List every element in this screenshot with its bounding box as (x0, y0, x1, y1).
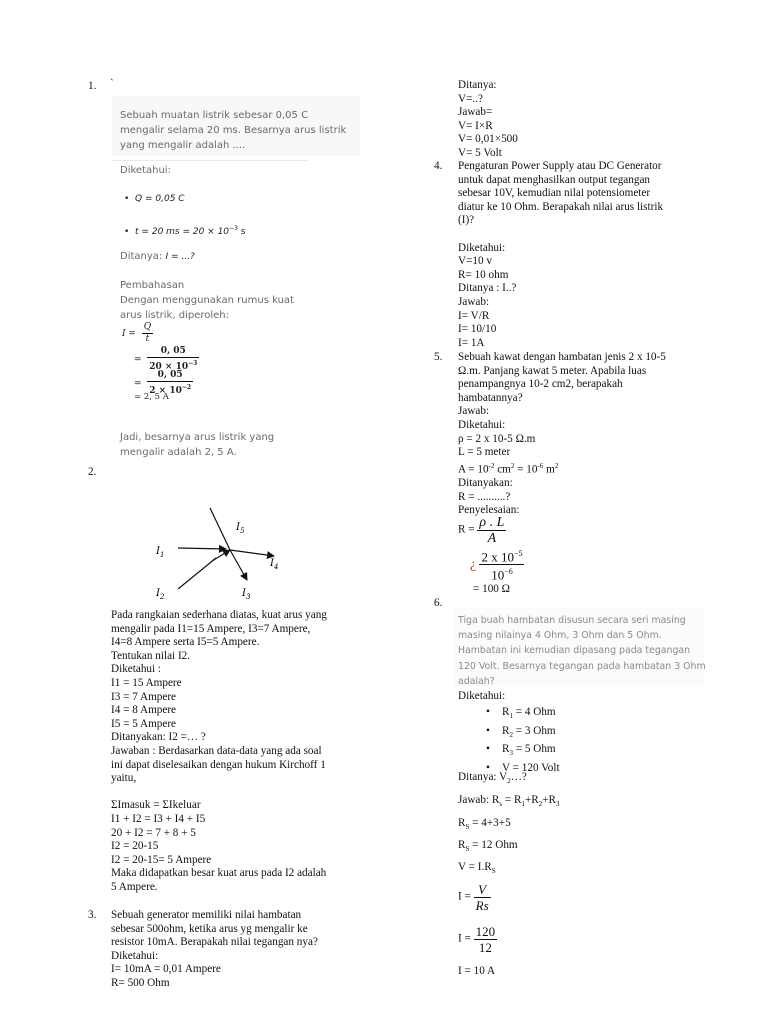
q2-line: Maka didapatkan besar kuat arus pada I2 adalah (111, 867, 327, 880)
q6-question-line: masing nilainya 4 Ohm, 3 Ohm dan 5 Ohm. (458, 630, 662, 642)
current-arrow-i2 (212, 550, 230, 561)
q6-bullet-text: = 3 Ohm (512, 724, 556, 737)
q2-line: I4=8 Ampere serta I5=5 Ampere. (111, 636, 260, 649)
label-i3-sub: 3 (245, 593, 251, 601)
label-i4-sub: 4 (273, 563, 279, 571)
q5-text (458, 351, 666, 518)
q1-formula: I = $\frac{Q}{t}$ = $\frac{0, 05}{20 \times 10^{-3}}$ = $\frac{0, 05}{2 \times 10^{-2}}$ = 2, 5 A (122, 322, 198, 402)
q2-number: 2. (88, 466, 97, 478)
q6-question (458, 613, 706, 689)
q5-area-exp: 2 (510, 461, 515, 470)
q6-v-formula (458, 861, 496, 879)
q4-line: I= V/R (458, 309, 490, 322)
q6-i-formula-1 (458, 882, 491, 913)
frac-den: A (487, 531, 497, 546)
q5-frac-rho-l-a (477, 515, 506, 546)
q5-formula-1 (458, 515, 506, 546)
label-i1 (155, 546, 164, 559)
q6-bullet-sub: 2 (509, 730, 513, 739)
q2-line: I1 = 15 Ampere (111, 676, 182, 689)
q3-cont-line: Ditanya: (458, 79, 497, 91)
frac-den-base: 20 × 10 (149, 362, 189, 372)
q6-v-sub: S (491, 867, 496, 876)
current-arrow-i3 (230, 550, 247, 580)
q3-line: resistor 10mA. Berapakah nilai tegangan nya? (111, 936, 318, 949)
q5-formula-glyph: ¿ (470, 556, 477, 572)
q4-line: V=10 v (458, 255, 492, 268)
q3-line: I= 10mA = 0,01 Ampere (111, 963, 221, 976)
q1-rumus (120, 293, 294, 323)
current-arrow-i4 (230, 550, 274, 556)
q6-jawab (458, 794, 560, 812)
bullet-icon: • (124, 194, 130, 204)
q2-line: Tentukan nilai I2. (111, 649, 191, 662)
q2-line: Ditanyakan: I2 =… ? (111, 731, 206, 744)
frac-num: V (474, 882, 491, 898)
q2-line: yaitu, (111, 772, 137, 785)
q6-number: 6. (434, 597, 443, 609)
bullet-icon: • (486, 724, 490, 737)
label-i2-base: I (156, 588, 160, 599)
q5-line: penampangnya 10-2 cm2, berapakah (458, 378, 623, 391)
q1-rumus-line: Dengan menggunakan rumus kuat (120, 295, 294, 306)
q6-question-line: 120 Volt. Besarnya tegangan pada hambatan 3 Ohm (458, 660, 706, 672)
current-arrow-i1 (178, 548, 226, 549)
q6-bullet-sub: 1 (509, 712, 513, 721)
q6-bullets (474, 705, 560, 776)
q6-i-formula-2 (458, 924, 497, 955)
q6-bullet-text: = 5 Ohm (512, 743, 556, 756)
bullet-icon: • (486, 743, 490, 756)
label-i4-base: I (270, 558, 274, 569)
q6-jawab-part: = R (502, 794, 522, 806)
q6-bullet-item (474, 724, 560, 743)
q5-penyelesaian: Penyelesaian: (458, 504, 520, 517)
q6-bullet-text: V = 120 Volt (502, 762, 560, 775)
q6-rs-sub: S (465, 823, 470, 832)
q5-area-part: cm (494, 463, 511, 476)
q1-divider (112, 160, 308, 161)
q2-line: 5 Ampere. (111, 880, 158, 893)
q6-bullet-sub: 3 (509, 749, 513, 758)
label-i3-base: I (242, 588, 246, 599)
bullet-icon: • (124, 227, 130, 237)
q6-rs-part: = 4+3+5 (469, 817, 511, 829)
q1-question-line: mengalir selama 20 ms. Besarnya arus listrik (120, 125, 347, 136)
q6-jawab-part: +R (542, 794, 556, 806)
q5-line: hambatannya? (458, 391, 523, 404)
q5-formula-lhs: R = (458, 523, 478, 536)
q2-line: I2 = 20-15 (111, 840, 159, 853)
frac-den (479, 565, 524, 582)
q2-line: ini dapat diselesaikan dengan hukum Kirchoff 1 (111, 758, 326, 771)
frac-num-base: 2 x 10 (481, 549, 514, 565)
q3-cont-line: Jawab= (458, 106, 493, 119)
q5-area-part: = 10 (514, 463, 538, 476)
q2-line: ΣImasuk = ΣIkeluar (111, 799, 201, 812)
frac-num: 0, 05 (147, 370, 193, 382)
frac-num (479, 547, 524, 565)
frac-den-exp: −3 (188, 360, 198, 367)
q6-question-line: Hambatan ini kemudian dipasang pada tegangan (458, 645, 691, 657)
q4-line-blank (458, 228, 663, 242)
q4-line: Jawab: (458, 295, 490, 308)
q6-jawab-sub: 3 (556, 800, 560, 809)
label-i4 (269, 558, 278, 571)
q4-line: untuk dapat menghasilkan output tegangan (458, 173, 651, 186)
kirchhoff-junction-diagram (150, 500, 290, 602)
q5-r-question: R = ..........? (458, 490, 511, 503)
q5-result: = 100 Ω (473, 583, 510, 595)
q5-line: Jawab: (458, 405, 490, 418)
q1-item-q (124, 192, 185, 207)
q6-ditanya (458, 771, 527, 789)
q1-rumus-line: arus listrik, diperoleh: (120, 310, 229, 321)
q5-area (458, 460, 666, 477)
frac-den-base: 2 × 10 (149, 386, 182, 396)
q2-line: I4 = 8 Ampere (111, 704, 177, 717)
q2-line: Jawaban : Berdasarkan data-data yang ada soal (111, 744, 322, 757)
label-i1-sub: 1 (159, 551, 165, 559)
q1-pembahasan: Pembahasan (120, 280, 185, 291)
q6-ditanya-sub: 2 (507, 777, 511, 786)
q3-text (111, 909, 318, 991)
frac-den-base: 10 (491, 567, 505, 583)
q4-line: I= 1A (458, 336, 485, 349)
frac-den-exp: −2 (181, 384, 192, 391)
q5-ditanyakan: Ditanyakan: (458, 477, 513, 490)
q1-question-line: yang mengalir adalah .... (120, 140, 246, 151)
q1-item-t-exp: −3 (229, 225, 238, 232)
q6-rs-part: = 12 Ohm (469, 839, 518, 851)
q1-frac-2 (147, 346, 199, 373)
q6-jawab-part: Jawab: R (458, 794, 500, 806)
frac-num: Q (143, 322, 152, 332)
q6-jawab-part: +R (524, 794, 539, 806)
q6-bullet-text: R (502, 743, 510, 756)
q5-line: L = 5 meter (458, 446, 511, 459)
label-i2-sub: 2 (159, 593, 165, 601)
q4-line: R= 10 ohm (458, 268, 509, 281)
q4-text (458, 160, 663, 350)
q1-conclusion-line: mengalir adalah 2, 5 A. (120, 447, 237, 458)
q1-question-line: Sebuah muatan listrik sebesar 0,05 C (120, 110, 309, 121)
q3-cont-line: V= I×R (458, 119, 493, 132)
label-i5-sub: 5 (239, 527, 245, 535)
current-line-i5 (210, 508, 230, 550)
q6-rs-part: R (458, 839, 466, 851)
bullet-icon: • (486, 762, 490, 775)
q1-item-t (124, 221, 245, 240)
q6-ditanya-part: Ditanya: V (458, 771, 508, 783)
q6-question-line: Tiga buah hambatan disusun secara seri masing (458, 615, 686, 626)
label-i3 (241, 588, 251, 601)
frac-den: 12 (478, 940, 492, 955)
q5-line: ρ = 2 x 10-5 Ω.m (458, 432, 536, 445)
q2-line: mengalir pada I1=15 Ampere, I3=7 Ampere, (111, 622, 311, 635)
q6-v-part: V = I.R (458, 861, 492, 873)
q5-line: Diketahui: (458, 418, 506, 431)
q2-line: I3 = 7 Ampere (111, 690, 177, 703)
q2-line-blank (111, 786, 327, 800)
label-i1-base: I (156, 546, 160, 557)
q1-formula-result: = 2, 5 A (134, 392, 169, 402)
q1-item-t-text: t = 20 ms = 20 × 10 (135, 227, 230, 237)
q6-diketahui: Diketahui: (458, 690, 506, 702)
q5-line: Sebuah kawat dengan hambatan jenis 2 x 10-5 (458, 351, 666, 363)
q4-line: Ditanya : I..? (458, 282, 517, 295)
q4-line: I= 10/10 (458, 323, 497, 336)
frac-num: 0, 05 (147, 346, 199, 358)
q6-frac-v-rs (474, 882, 491, 913)
frac-num: 120 (475, 924, 496, 939)
label-i2 (155, 588, 165, 601)
q5-area-part: A = 10 (458, 463, 489, 476)
q5-area-exp: 2 (554, 461, 559, 470)
q4-number: 4. (434, 160, 443, 172)
q6-frac-120-12 (474, 924, 498, 955)
q1-item-q-text: Q = 0,05 C (135, 194, 185, 204)
q3-line: Sebuah generator memiliki nilai hambatan (111, 909, 302, 921)
q6-ditanya-part: …? (510, 771, 527, 783)
q2-text (111, 609, 327, 894)
q1-ditanya (120, 249, 195, 265)
q3-number: 3. (88, 909, 97, 921)
q2-line: Diketahui : (111, 663, 162, 676)
frac-num: ρ . L (479, 515, 505, 530)
frac-den: t (145, 334, 150, 344)
q6-question-line: adalah? (458, 675, 495, 687)
q3-cont-line: V= 0,01×500 (458, 133, 518, 146)
q6-jawab-sub: s (499, 800, 503, 809)
q1-conclusion (120, 430, 274, 460)
q1-conclusion-line: Jadi, besarnya arus listrik yang (120, 432, 275, 443)
label-i5 (235, 522, 245, 535)
q3-cont-line: V= 5 Volt (458, 146, 502, 159)
q2-line: I1 + I2 = I3 + I4 + I5 (111, 812, 206, 825)
q4-line: (I)? (458, 214, 475, 227)
q6-rs-sum (458, 817, 511, 835)
q5-area-part: m (543, 463, 555, 476)
q5-number: 5. (434, 351, 443, 363)
frac-num-exp: −5 (513, 549, 523, 558)
frac-den: Rs (475, 898, 489, 913)
q6-bullet-item (474, 705, 560, 724)
q2-line: 20 + I2 = 7 + 8 + 5 (111, 826, 196, 839)
q5-formula-2 (470, 547, 524, 583)
q3-continuation (458, 79, 518, 161)
q6-i-lhs: I = (458, 890, 474, 903)
q2-line: Pada rangkaian sederhana diatas, kuat arus yang (111, 609, 327, 621)
q1-number: 1. (88, 80, 97, 92)
q2-line: I2 = 20-15= 5 Ampere (111, 853, 212, 866)
q6-jawab-sub: 1 (521, 800, 525, 809)
q1-ditanya-eq: I = ...? (165, 252, 195, 262)
q6-bullet-text: R (502, 706, 510, 718)
q1-item-t-unit: s (237, 227, 246, 237)
q4-line: Diketahui: (458, 241, 506, 254)
q6-bullet-item (474, 742, 560, 761)
q6-bullet-text: R (502, 724, 510, 737)
q6-i-lhs: I = (458, 932, 474, 945)
label-i5-base: I (236, 522, 240, 533)
q5-area-exp: -2 (488, 461, 495, 470)
bullet-icon: • (486, 706, 490, 718)
q5-frac-2 (479, 547, 524, 583)
q5-area-exp: -6 (537, 461, 544, 470)
q6-rs-sub: S (465, 845, 470, 854)
q6-bullet-text: = 4 Ohm (512, 706, 556, 718)
q1-frac-q-t (142, 322, 153, 345)
q6-rs-part: R (458, 817, 466, 829)
q1-formula-lhs: I (122, 329, 126, 339)
q2-line: I5 = 5 Ampere (111, 717, 177, 730)
q6-rs-result (458, 839, 518, 857)
frac-den-exp: −6 (504, 567, 513, 577)
q4-line: diatur ke 10 Ohm. Berapakah nilai arus listrik (458, 200, 664, 213)
q4-line: Pengaturan Power Supply atau DC Generator (458, 160, 662, 172)
q6-i-result: I = 10 A (458, 965, 496, 977)
q1-ditanya-label: Ditanya: (120, 251, 163, 262)
q3-cont-line: V=..? (458, 92, 483, 105)
q5-line: Ω.m. Panjang kawat 5 meter. Apabila luas (458, 364, 647, 377)
q3-line: R= 500 Ohm (111, 976, 170, 989)
q1-mark: ` (110, 78, 114, 90)
q1-diketahui: Diketahui: (120, 165, 171, 176)
current-line-i2 (178, 558, 216, 589)
q1-question (120, 108, 346, 153)
q6-jawab-sub: 2 (538, 800, 543, 809)
q4-line: sebesar 10V, kemudian nilai potensiometer (458, 187, 651, 200)
q3-line: Diketahui: (111, 949, 159, 962)
q3-line: sebesar 500ohm, ketika arus yg mengalir ke (111, 922, 308, 935)
